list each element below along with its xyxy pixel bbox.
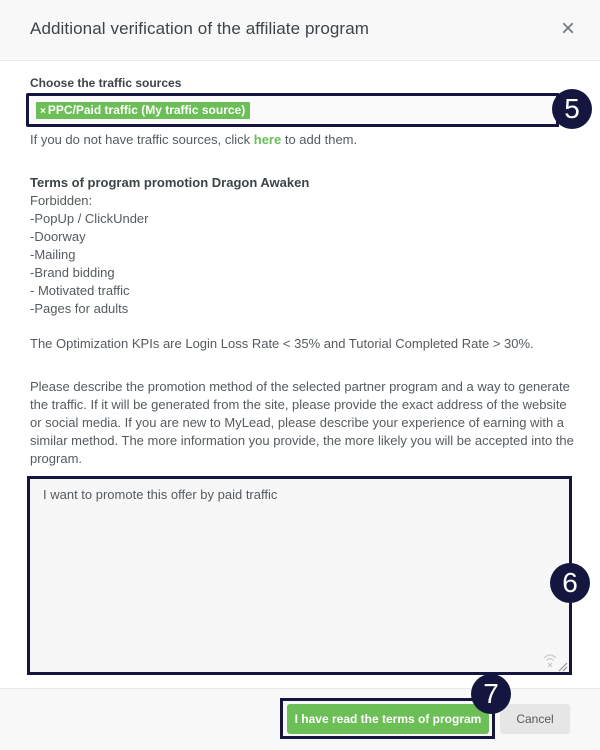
step-badge-5: 5 <box>552 89 592 129</box>
add-traffic-link[interactable]: here <box>253 132 282 147</box>
forbidden-label: Forbidden: <box>30 193 93 208</box>
promotion-method-textarea[interactable] <box>27 476 572 675</box>
traffic-sources-label: Choose the traffic sources <box>30 76 182 90</box>
hint-text-after: to add them. <box>281 132 358 147</box>
cancel-button[interactable]: Cancel <box>500 704 570 734</box>
signal-icon <box>542 651 558 667</box>
program-terms <box>30 174 570 318</box>
traffic-hint <box>30 132 357 147</box>
traffic-source-tag-label: PPC/Paid traffic (My traffic source) <box>47 103 246 117</box>
forbidden-item: -Mailing <box>30 247 76 262</box>
confirm-terms-button[interactable]: I have read the terms of program <box>287 704 489 734</box>
hint-text-before: If you do not have traffic sources, click <box>30 132 254 147</box>
kpi-text: The Optimization KPIs are Login Loss Rate < 35% and Tutorial Completed Rate > 30%. <box>30 336 534 351</box>
forbidden-item: -Doorway <box>30 229 86 244</box>
forbidden-item: -PopUp / ClickUnder <box>30 211 149 226</box>
terms-title: Terms of program promotion Dragon Awaken <box>30 175 310 190</box>
resize-handle-icon[interactable] <box>558 662 568 672</box>
step-badge-7: 7 <box>471 674 511 714</box>
forbidden-item: -Pages for adults <box>30 301 129 316</box>
forbidden-item: - Motivated traffic <box>30 283 130 298</box>
dialog-header <box>0 0 600 61</box>
dialog-title: Additional verification of the affiliate program <box>30 19 370 38</box>
traffic-source-tag <box>36 102 250 119</box>
tag-remove-icon[interactable]: × <box>40 106 46 117</box>
description-instructions: Please describe the promotion method of the selected partner program and a way to generate the traffic. If it will be generated from the site, please provide the exact address of the website or social media. If you are new to MyLead, please describe your experience of earning with a similar method. The more information you provide, the more likely you will be accepted into the program. <box>30 379 574 466</box>
step-badge-6: 6 <box>550 563 590 603</box>
close-icon[interactable]: × <box>560 15 575 42</box>
promotion-method-value: I want to promote this offer by paid traffic <box>43 487 278 502</box>
forbidden-item: -Brand bidding <box>30 265 115 280</box>
